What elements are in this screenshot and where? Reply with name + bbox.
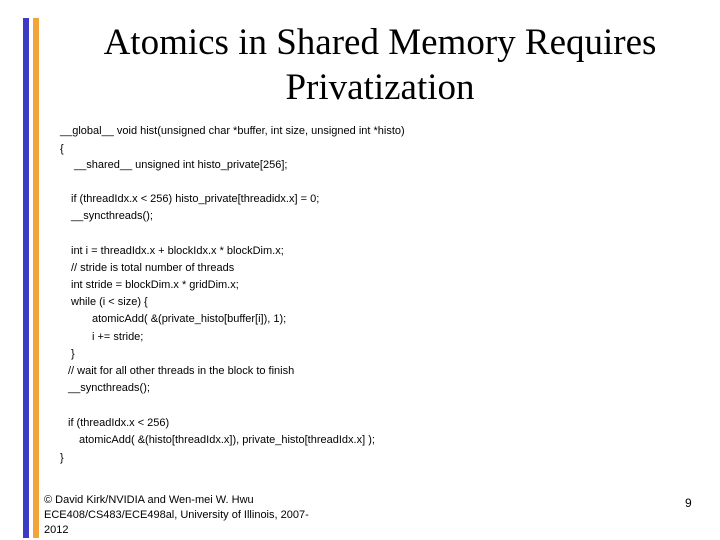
code-line: atomicAdd( &(histo[threadIdx.x]), private_histo[threadIdx.x] ); bbox=[79, 434, 375, 446]
code-line: } bbox=[60, 452, 64, 464]
footer-copyright bbox=[44, 493, 344, 538]
code-line: __global__ void hist(unsigned char *buffer, int size, unsigned int *histo) bbox=[60, 125, 405, 137]
code-line: // wait for all other threads in the block to finish bbox=[68, 365, 295, 377]
code-line: { bbox=[60, 143, 64, 155]
code-line: i += stride; bbox=[92, 331, 144, 343]
slide-title-line-1: Atomics in Shared Memory Requires bbox=[103, 22, 657, 63]
code-line: } bbox=[71, 348, 75, 360]
left-accent-bar-orange bbox=[33, 18, 39, 538]
code-line: if (threadIdx.x < 256) histo_private[threadidx.x] = 0; bbox=[71, 193, 320, 205]
code-line: __syncthreads(); bbox=[71, 210, 153, 222]
code-line: __shared__ unsigned int histo_private[256]; bbox=[74, 159, 288, 171]
code-line: while (i < size) { bbox=[71, 296, 148, 308]
code-line: int stride = blockDim.x * gridDim.x; bbox=[71, 279, 239, 291]
footer-line-1: © David Kirk/NVIDIA and Wen-mei W. Hwu bbox=[44, 494, 254, 506]
footer-line-3: 2012 bbox=[44, 524, 69, 536]
footer-line-2: ECE408/CS483/ECE498al, University of Illinois, 2007- bbox=[44, 509, 309, 521]
code-line: if (threadIdx.x < 256) bbox=[68, 417, 170, 429]
slide-title-line-2: Privatization bbox=[285, 67, 475, 108]
page-number: 9 bbox=[685, 496, 692, 510]
slide-title bbox=[60, 20, 700, 110]
code-line: // stride is total number of threads bbox=[71, 262, 235, 274]
code-line: int i = threadIdx.x + blockIdx.x * blockDim.x; bbox=[71, 245, 284, 257]
left-accent-bar-blue bbox=[23, 18, 29, 538]
code-line: atomicAdd( &(private_histo[buffer[i]), 1); bbox=[92, 313, 287, 325]
code-line: __syncthreads(); bbox=[68, 382, 150, 394]
